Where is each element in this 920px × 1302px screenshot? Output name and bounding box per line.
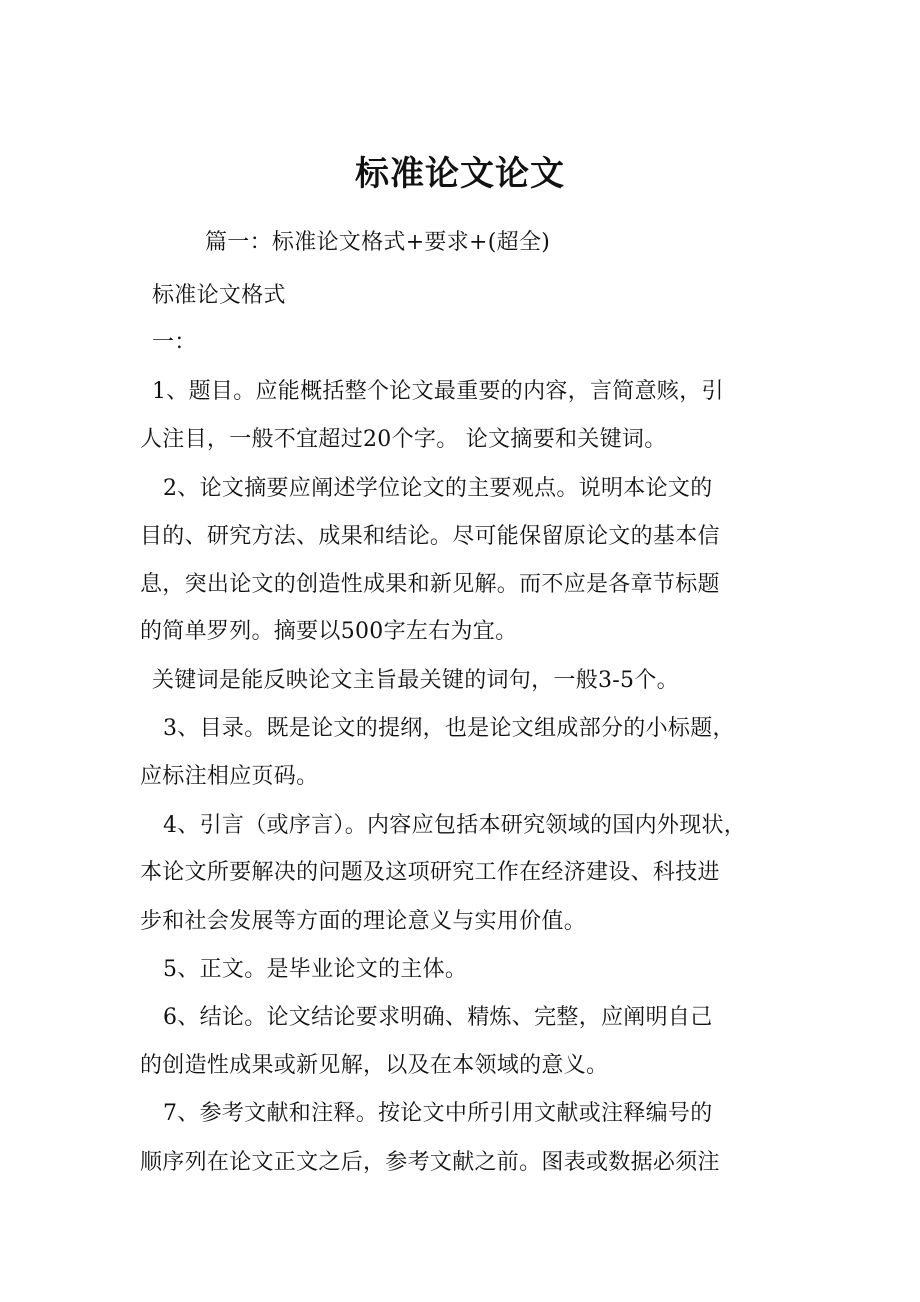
- paragraph-line: 6、结论。论文结论要求明确、精炼、完整，应阐明自己: [163, 1005, 713, 1030]
- paragraph-line: 的简单罗列。摘要以500字左右为宜。: [140, 619, 518, 644]
- paragraph-line: 7、参考文献和注释。按论文中所引用文献或注释编号的: [163, 1101, 713, 1126]
- subheading: 标准论文格式: [152, 283, 286, 308]
- section-heading: 篇一：标准论文格式+要求+(超全): [205, 230, 551, 255]
- paragraph-line: 步和社会发展等方面的理论意义与实用价值。: [140, 909, 587, 934]
- document-title: 标准论文论文: [355, 154, 565, 194]
- paragraph-line: 人注目，一般不宜超过20个字。 论文摘要和关键词。: [140, 427, 667, 452]
- paragraph-line: 的创造性成果或新见解，以及在本领域的意义。: [140, 1053, 609, 1078]
- paragraph-line: 应标注相应页码。: [140, 764, 319, 789]
- paragraph-line: 关键词是能反映论文主旨最关键的词句，一般3-5个。: [152, 668, 679, 693]
- paragraph-line: 息，突出论文的创造性成果和新见解。而不应是各章节标题: [140, 572, 720, 597]
- paragraph-line: 1、题目。应能概括整个论文最重要的内容，言简意赅，引: [152, 379, 724, 404]
- paragraph-line: 目的、研究方法、成果和结论。尽可能保留原论文的基本信: [140, 524, 720, 549]
- paragraph-line: 本论文所要解决的问题及这项研究工作在经济建设、科技进: [140, 860, 720, 885]
- paragraph-line: 5、正文。是毕业论文的主体。: [163, 957, 468, 982]
- paragraph-line: 一：: [152, 330, 197, 355]
- paragraph-line: 顺序列在论文正文之后，参考文献之前。图表或数据必须注: [140, 1150, 720, 1175]
- paragraph-line: 2、论文摘要应阐述学位论文的主要观点。说明本论文的: [163, 476, 713, 501]
- paragraph-line: 3、目录。既是论文的提纲，也是论文组成部分的小标题，: [163, 716, 735, 741]
- paragraph-line: 4、引言（或序言）。内容应包括本研究领域的国内外现状，: [163, 813, 747, 838]
